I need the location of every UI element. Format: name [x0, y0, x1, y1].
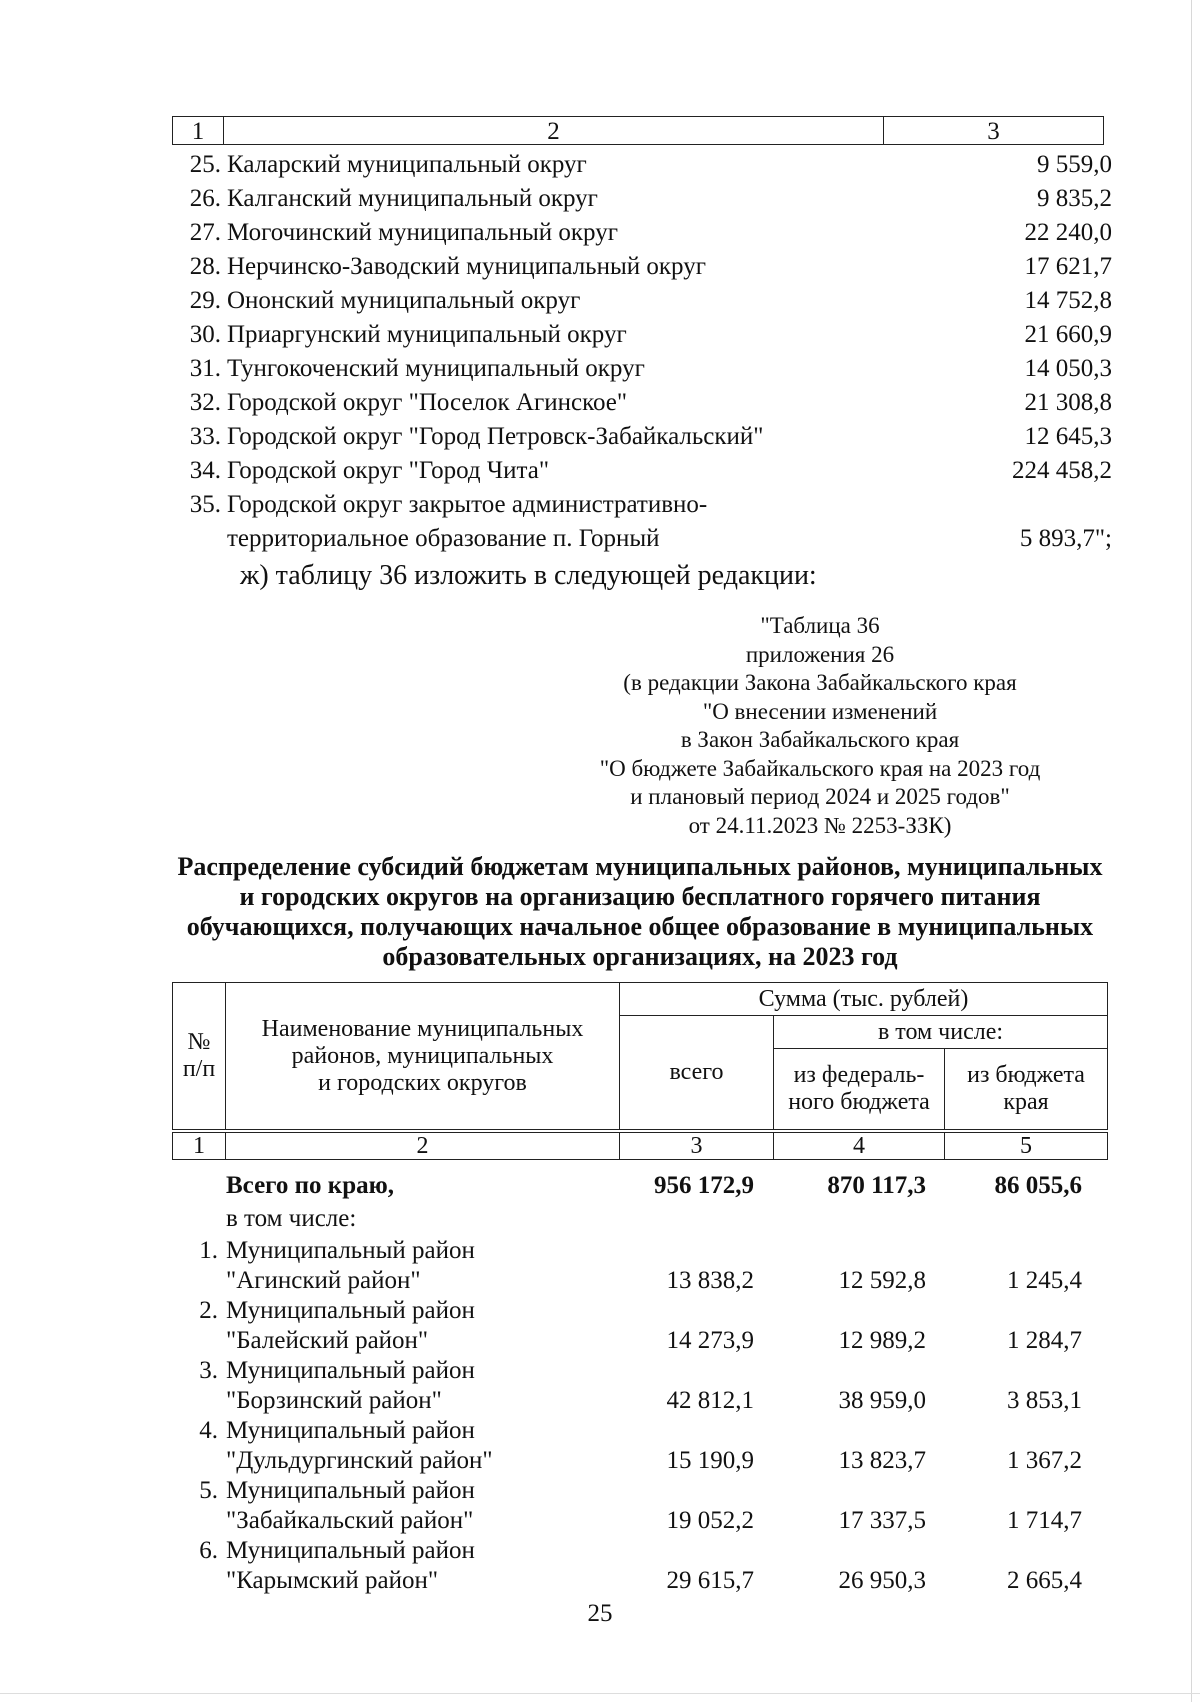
- reference-line: (в редакции Закона Забайкальского края: [623, 670, 1017, 695]
- row-value: 14 050,3: [1024, 355, 1112, 382]
- row-name-line-2: "Карымский район": [226, 1567, 439, 1594]
- header-regional-line-2: края: [1003, 1089, 1049, 1115]
- row-number: 31.: [189, 355, 221, 382]
- row-value: 5 893,7";: [1019, 525, 1112, 552]
- row-value: 17 621,7: [1024, 253, 1112, 280]
- row-federal: 13 823,7: [838, 1447, 926, 1474]
- row-name: [226, 1476, 592, 1536]
- row-number: 27.: [189, 219, 221, 246]
- header-number-cell: [172, 982, 226, 1130]
- table-row: [172, 148, 1112, 182]
- row-name-line-1: Муниципальный район: [226, 1297, 475, 1324]
- row-federal: 12 592,8: [838, 1267, 926, 1294]
- table-row: [172, 420, 1112, 454]
- table-row: [172, 318, 1112, 352]
- row-number: 26.: [189, 185, 221, 212]
- row-regional: 1 367,2: [1007, 1447, 1082, 1474]
- column-number-5: 5: [944, 1132, 1108, 1160]
- table-row: [172, 216, 1112, 250]
- row-number: 25.: [189, 151, 221, 178]
- total-federal: 870 117,3: [827, 1172, 926, 1199]
- row-value: 22 240,0: [1024, 219, 1112, 246]
- total-row: [172, 1168, 1112, 1204]
- table-row: [172, 1296, 1112, 1356]
- column-number-3: 3: [619, 1132, 774, 1160]
- row-value: 21 660,9: [1024, 321, 1112, 348]
- title-line: образовательных организациях, на 2023 год: [382, 942, 898, 971]
- row-name-line-2: "Забайкальский район": [226, 1507, 474, 1534]
- header-total-cell: всего: [619, 1015, 774, 1130]
- header-including-cell: в том числе:: [773, 1015, 1108, 1049]
- header-federal-line-2: ного бюджета: [788, 1089, 930, 1115]
- row-federal: 17 337,5: [838, 1507, 926, 1534]
- row-name: Калганский муниципальный округ: [227, 185, 598, 212]
- row-name: Могочинский муниципальный округ: [227, 219, 618, 246]
- row-name-line-1: Муниципальный район: [226, 1537, 475, 1564]
- row-name: [226, 1416, 592, 1476]
- row-name: Городской округ "Город Чита": [227, 457, 550, 484]
- row-name-line-2: "Дульдургинский район": [226, 1447, 493, 1474]
- row-name: Каларский муниципальный округ: [227, 151, 587, 178]
- table-reference-block: [580, 612, 1060, 840]
- row-number: 1.: [199, 1237, 218, 1264]
- table-row: [172, 1356, 1112, 1416]
- row-regional: 1 714,7: [1007, 1507, 1082, 1534]
- header-name-line-1: Наименование муниципальных: [261, 1015, 584, 1042]
- row-number: 28.: [189, 253, 221, 280]
- row-name-line-1: Городской округ закрытое административно-: [227, 491, 708, 518]
- total-sum: 956 172,9: [654, 1172, 754, 1199]
- row-regional: 3 853,1: [1007, 1387, 1082, 1414]
- row-name: [226, 1236, 592, 1296]
- row-federal: 38 959,0: [838, 1387, 926, 1414]
- row-name: [226, 1356, 592, 1416]
- row-number: 3.: [199, 1357, 218, 1384]
- table-row: [172, 488, 1112, 556]
- reference-line: от 24.11.2023 № 2253-ЗЗК): [688, 812, 952, 838]
- header-regional-line-1: из бюджета: [967, 1062, 1085, 1088]
- row-number: 6.: [199, 1537, 218, 1564]
- row-value: 21 308,8: [1024, 389, 1112, 416]
- table-row: [172, 454, 1112, 488]
- row-name: [227, 488, 887, 556]
- main-table-header: [172, 982, 1108, 1130]
- row-name-line-1: Муниципальный район: [226, 1237, 475, 1264]
- row-name-line-1: Муниципальный район: [226, 1477, 475, 1504]
- row-name: [226, 1296, 592, 1356]
- row-number: 5.: [199, 1477, 218, 1504]
- table-row: [172, 1416, 1112, 1476]
- row-total: 14 273,9: [666, 1327, 754, 1354]
- column-number-4: 4: [773, 1132, 945, 1160]
- row-value: 14 752,8: [1024, 287, 1112, 314]
- row-name: Тунгокоченский муниципальный округ: [227, 355, 645, 382]
- row-name: Нерчинско-Заводский муниципальный округ: [227, 253, 706, 280]
- including-row: [172, 1204, 1112, 1236]
- header-number-line-1: №: [187, 1029, 211, 1055]
- row-federal: 12 989,2: [838, 1327, 926, 1354]
- header-federal-line-1: из федераль-: [793, 1062, 925, 1088]
- row-regional: 1 284,7: [1007, 1327, 1082, 1354]
- column-number-1: 1: [172, 1132, 226, 1160]
- row-name: Ононский муниципальный округ: [227, 287, 581, 314]
- title-line: и городских округов на организацию бесплатного горячего питания: [239, 882, 1041, 911]
- table-row: [172, 182, 1112, 216]
- total-regional: 86 055,6: [994, 1172, 1082, 1199]
- title-line: обучающихся, получающих начальное общее образование в муниципальных: [186, 912, 1094, 941]
- title-line: Распределение субсидий бюджетам муниципальных районов, муниципальных: [177, 852, 1103, 881]
- column-number-3: 3: [884, 116, 1104, 145]
- row-value: 9 559,0: [1037, 151, 1112, 178]
- table-row: [172, 386, 1112, 420]
- column-number-2: 2: [224, 116, 884, 145]
- header-number-line-2: п/п: [182, 1056, 216, 1082]
- row-total: 13 838,2: [666, 1267, 754, 1294]
- main-table-body: [172, 1168, 1112, 1596]
- row-name: [226, 1536, 592, 1596]
- row-name-line-2: "Балейский район": [226, 1327, 429, 1354]
- column-numbers-row: [172, 1132, 1108, 1160]
- row-name-line-1: Муниципальный район: [226, 1357, 475, 1384]
- header-name-line-2: районов, муниципальных: [291, 1042, 554, 1069]
- row-total: 29 615,7: [666, 1567, 754, 1594]
- row-number: 29.: [189, 287, 221, 314]
- row-name-line-2: территориальное образование п. Горный: [227, 525, 660, 552]
- table-row: [172, 1536, 1112, 1596]
- table-row: [172, 250, 1112, 284]
- reference-line: "Таблица 36: [760, 613, 880, 638]
- row-total: 19 052,2: [666, 1507, 754, 1534]
- continuation-table-header: [172, 116, 1104, 145]
- table-row: [172, 1236, 1112, 1296]
- including-label: в том числе:: [226, 1205, 357, 1232]
- row-name-line-1: Муниципальный район: [226, 1417, 475, 1444]
- row-number: 2.: [199, 1297, 218, 1324]
- row-value: 9 835,2: [1037, 185, 1112, 212]
- reference-line: и плановый период 2024 и 2025 годов": [630, 784, 1010, 809]
- page-number: 25: [587, 1600, 613, 1627]
- column-number-2: 2: [225, 1132, 620, 1160]
- scan-edge-bottom: [0, 1693, 1200, 1694]
- row-value: 12 645,3: [1024, 423, 1112, 450]
- reference-line: "О бюджете Забайкальского края на 2023 год: [599, 755, 1041, 781]
- reference-line: приложения 26: [745, 641, 895, 667]
- row-number: 34.: [189, 457, 221, 484]
- column-number-1: 1: [172, 116, 224, 145]
- header-regional-cell: [944, 1048, 1108, 1130]
- reference-line: в Закон Забайкальского края: [680, 727, 960, 752]
- row-name: Городской округ "Поселок Агинское": [227, 389, 628, 416]
- row-regional: 2 665,4: [1007, 1567, 1082, 1594]
- table-row: [172, 284, 1112, 318]
- header-federal-cell: [773, 1048, 945, 1130]
- header-name-line-3: и городских округов: [318, 1069, 527, 1096]
- row-number: 33.: [189, 423, 221, 450]
- header-sum-cell: Сумма (тыс. рублей): [619, 982, 1108, 1016]
- continuation-table-body: [172, 148, 1112, 556]
- row-name-line-2: "Борзинский район": [226, 1387, 442, 1414]
- header-name-cell: [225, 982, 620, 1130]
- table-row: [172, 1476, 1112, 1536]
- row-value: 224 458,2: [1012, 457, 1112, 484]
- table-row: [172, 352, 1112, 386]
- row-number: 35.: [189, 491, 221, 518]
- total-label: Всего по краю,: [226, 1172, 394, 1199]
- row-total: 15 190,9: [666, 1447, 754, 1474]
- row-total: 42 812,1: [666, 1387, 754, 1414]
- row-name: Приаргунский муниципальный округ: [227, 321, 627, 348]
- reference-line: "О внесении изменений: [702, 698, 938, 724]
- document-title: [160, 852, 1120, 972]
- row-number: 30.: [189, 321, 221, 348]
- row-number: 4.: [199, 1417, 218, 1444]
- row-number: 32.: [189, 389, 221, 416]
- row-federal: 26 950,3: [838, 1567, 926, 1594]
- amendment-instruction: ж) таблицу 36 изложить в следующей редакции:: [240, 560, 817, 591]
- row-name: Городской округ "Город Петровск-Забайкальский": [227, 423, 764, 450]
- scan-edge-right: [1191, 0, 1192, 1702]
- row-name-line-2: "Агинский район": [226, 1267, 421, 1294]
- row-regional: 1 245,4: [1007, 1267, 1082, 1294]
